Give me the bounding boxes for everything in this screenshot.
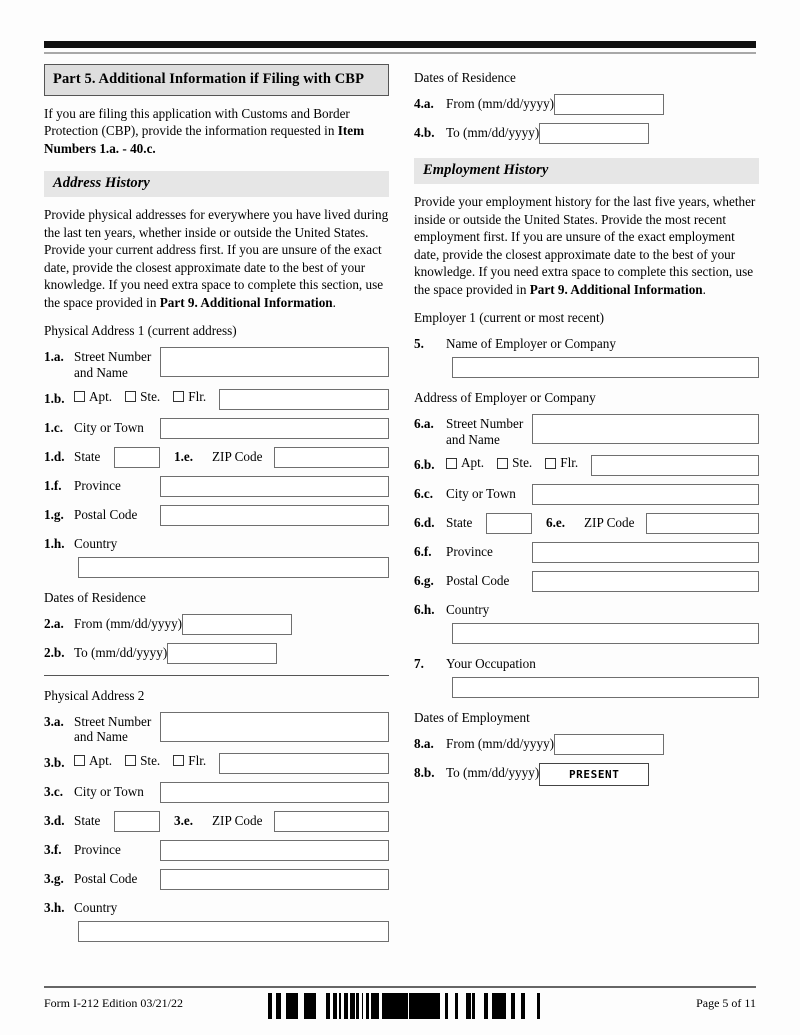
item-number-3a: 3.a. [44,713,64,729]
employment-history-band: Employment History [414,158,759,184]
address-history-band: Address History [44,171,389,197]
part-5-intro-text: If you are filing this application with Customs and Border Protection (CBP), provide the information requested in [44,105,350,139]
item-number-1g: 1.g. [44,506,64,522]
label-country-6h: Country [446,602,490,618]
address-of-employer-subhead: Address of Employer or Company [414,390,596,406]
field-row-1h-input [44,557,389,578]
field-row-6c [414,484,759,505]
input-unit-number-1b[interactable] [219,389,389,410]
field-row-3b [44,753,389,774]
label-province-1f: Province [74,477,121,493]
physical-address-1-subhead: Physical Address 1 (current address) [44,323,237,339]
item-number-4b: 4.b. [414,125,435,140]
barcode [262,993,540,1019]
label-country-1h: Country [74,535,118,551]
field-row-3h-input [44,921,389,942]
field-row-1f [44,476,389,497]
checkbox-flr-1b[interactable] [173,391,184,402]
employment-history-intro-bold: Part 9. Additional Information [529,281,703,297]
employment-history-intro-text: Provide your employment history for the last five years, whether inside or outside the United States. Provide the most recent employment first. If you are unsure of the exact employment date, provide the closest approximate date to the best of your knowledge. If you need extra space to complete this section, use the space provided in [414,194,756,297]
employment-history-intro-end: . [702,281,706,297]
item-number-8b: 8.b. [414,765,435,781]
label-state-1d: State [74,448,101,464]
input-country-3h[interactable] [78,921,389,942]
input-street-number-and-name-3a[interactable] [160,712,389,742]
address-history-intro [44,206,389,311]
label-from-date-4a: From (mm/dd/yyyy) [446,96,555,111]
checkbox-ste-6b[interactable] [497,458,508,469]
label-postal-code-6g: Postal Code [446,573,510,589]
input-street-number-and-name-6a[interactable] [532,414,759,444]
label-ste-3b: Ste. [140,752,161,768]
item-number-1d: 1.d. [44,448,65,464]
address-section-divider [44,675,389,676]
unit-type-checkbox-group-3b [74,753,219,769]
checkbox-apt-6b[interactable] [446,458,457,469]
employer-1-subhead: Employer 1 (current or most recent) [414,310,605,326]
field-row-6a [414,414,759,447]
field-row-3g [44,869,389,890]
item-number-1f: 1.f. [44,477,62,493]
input-state-6d[interactable] [486,513,532,534]
spacer [414,144,759,158]
input-province-3f[interactable] [160,840,389,861]
field-row-8a [414,734,759,755]
item-number-2b: 2.b. [44,644,65,660]
label-ste-6b: Ste. [512,455,533,471]
input-city-or-town-6c[interactable] [532,484,759,505]
physical-address-2-subhead: Physical Address 2 [44,687,145,703]
input-from-date-8a[interactable] [554,734,664,755]
label-to-date-2b: To (mm/dd/yyyy) [74,644,168,660]
field-row-6h [414,600,759,620]
item-number-6e: 6.e. [546,515,566,531]
part-5-header: Part 5. Additional Information if Filing with CBP [44,64,389,96]
label-flr-6b: Flr. [560,455,579,471]
field-row-3f [44,840,389,861]
field-row-1h [44,534,389,554]
field-row-1g [44,505,389,526]
input-postal-code-1g[interactable] [160,505,389,526]
item-number-6d: 6.d. [414,515,435,531]
field-row-7-input [414,677,759,698]
item-number-8a: 8.a. [414,736,434,752]
field-row-4b [414,123,759,144]
label-zip-code-6e: ZIP Code [584,515,635,531]
item-number-6g: 6.g. [414,573,434,589]
input-province-1f[interactable] [160,476,389,497]
part-5-intro-bold: Item Numbers 1.a. - 40.c. [44,123,365,156]
label-to-date-4b: To (mm/dd/yyyy) [446,125,540,140]
footer-form-id: Form I-212 Edition 03/21/22 [44,996,183,1010]
label-postal-code-1g: Postal Code [74,506,138,522]
label-state-3d: State [74,812,101,828]
label-from-date-2a: From (mm/dd/yyyy) [74,615,183,631]
field-row-6h-input [414,623,759,644]
field-row-2a [44,614,389,635]
input-country-1h[interactable] [78,557,389,578]
field-row-3c [44,782,389,803]
field-row-7-label [414,654,759,674]
checkbox-flr-3b[interactable] [173,755,184,766]
dates-of-employment-subhead: Dates of Employment [414,710,530,726]
item-number-7: 7. [414,656,424,672]
input-city-or-town-1c[interactable] [160,418,389,439]
item-number-1e: 1.e. [174,448,194,464]
item-number-6h: 6.h. [414,602,435,618]
input-unit-number-6b[interactable] [591,455,759,476]
label-apt-6b: Apt. [461,455,485,471]
label-apt-1b: Apt. [89,388,113,404]
input-street-number-and-name-1a[interactable] [160,347,389,377]
top-rule-thin [44,52,756,54]
field-row-8b [414,763,759,786]
address-history-intro-bold: Part 9. Additional Information [159,294,333,310]
field-row-5-label [414,334,759,354]
field-row-6b [414,455,759,476]
address-history-intro-text: Provide physical addresses for everywhere you have lived during the last ten years, whether inside or outside the United States. Provide your current address first. If you are unsure of the exact date, provide the closest approximate date to the best of your knowledge. If you need extra space to complete this section, use the space provided in [44,207,389,310]
input-from-date-2a[interactable] [182,614,292,635]
top-rule-thick [44,41,756,48]
field-row-1b [44,389,389,410]
input-city-or-town-3c[interactable] [160,782,389,803]
checkbox-apt-3b[interactable] [74,755,85,766]
label-province-6f: Province [446,544,493,560]
label-state-6d: State [446,515,473,531]
input-to-date-4b[interactable] [539,123,649,144]
label-from-date-8a: From (mm/dd/yyyy) [446,736,555,752]
item-number-3c: 3.c. [44,783,64,799]
part-5-intro [44,105,389,158]
item-number-4a: 4.a. [414,96,434,111]
label-flr-1b: Flr. [188,388,207,404]
input-province-6f[interactable] [532,542,759,563]
label-name-of-employer-5: Name of Employer or Company [446,336,616,352]
field-row-2b [44,643,389,664]
checkbox-apt-1b[interactable] [74,391,85,402]
field-row-1d-1e [44,447,389,468]
left-column [44,64,389,942]
label-city-or-town-6c: City or Town [446,486,516,502]
input-to-date-2b[interactable] [167,643,277,664]
field-row-5-input [414,357,759,378]
label-street-number-and-name-6a: Street Number and Name [446,416,524,447]
item-number-6a: 6.a. [414,416,434,432]
footer-rule [44,986,756,988]
label-city-or-town-1c: City or Town [74,419,144,435]
label-to-date-8b: To (mm/dd/yyyy) [446,765,540,781]
item-number-3b: 3.b. [44,754,65,770]
label-street-number-and-name-3a: Street Number and Name [74,713,152,745]
address-history-intro-end: . [332,294,336,310]
input-zip-code-6e[interactable] [646,513,759,534]
field-row-1c [44,418,389,439]
label-apt-3b: Apt. [89,752,113,768]
field-row-6f [414,542,759,563]
field-row-1a [44,347,389,380]
field-row-3a [44,712,389,745]
label-your-occupation-7: Your Occupation [446,656,536,672]
field-row-3d-3e [44,811,389,832]
label-postal-code-3g: Postal Code [74,870,138,886]
item-number-6b: 6.b. [414,457,435,473]
input-to-date-8b-present[interactable]: PRESENT [539,763,649,786]
input-postal-code-6g[interactable] [532,571,759,592]
label-country-3h: Country [74,899,118,915]
unit-type-checkbox-group-6b [446,455,591,471]
input-unit-number-3b[interactable] [219,753,389,774]
dates-of-residence-2-subhead: Dates of Residence [414,70,516,85]
label-street-number-and-name-1a: Street Number and Name [74,349,152,381]
field-row-6d-6e [414,513,759,534]
input-zip-code-1e[interactable] [274,447,389,468]
employment-history-intro [414,193,759,298]
input-country-6h[interactable] [452,623,759,644]
item-number-1c: 1.c. [44,419,64,435]
label-zip-code-3e: ZIP Code [212,812,263,828]
label-ste-1b: Ste. [140,388,161,404]
label-city-or-town-3c: City or Town [74,783,144,799]
input-from-date-4a[interactable] [554,94,664,115]
footer-page-number: Page 5 of 11 [696,996,756,1010]
item-number-6c: 6.c. [414,486,434,502]
item-number-3g: 3.g. [44,870,64,886]
unit-type-checkbox-group-1b [74,389,219,405]
item-number-3e: 3.e. [174,812,194,828]
item-number-1b: 1.b. [44,390,65,406]
label-flr-3b: Flr. [188,752,207,768]
item-number-1h: 1.h. [44,535,65,551]
item-number-2a: 2.a. [44,615,64,631]
label-province-3f: Province [74,841,121,857]
spacer [44,157,389,171]
input-your-occupation-7[interactable] [452,677,759,698]
checkbox-ste-3b[interactable] [125,755,136,766]
item-number-5: 5. [414,336,424,352]
item-number-3h: 3.h. [44,899,65,915]
input-postal-code-3g[interactable] [160,869,389,890]
item-number-3f: 3.f. [44,841,62,857]
input-state-1d[interactable] [114,447,160,468]
item-number-6f: 6.f. [414,544,432,560]
field-row-4a [414,94,759,115]
input-name-of-employer-5[interactable] [452,357,759,378]
checkbox-flr-6b[interactable] [545,458,556,469]
item-number-3d: 3.d. [44,812,65,828]
field-row-6g [414,571,759,592]
item-number-1a: 1.a. [44,349,64,365]
input-zip-code-3e[interactable] [274,811,389,832]
input-state-3d[interactable] [114,811,160,832]
right-column [414,64,759,786]
checkbox-ste-1b[interactable] [125,391,136,402]
field-row-3h [44,898,389,918]
label-zip-code-1e: ZIP Code [212,448,263,464]
dates-of-residence-1-subhead: Dates of Residence [44,589,146,605]
